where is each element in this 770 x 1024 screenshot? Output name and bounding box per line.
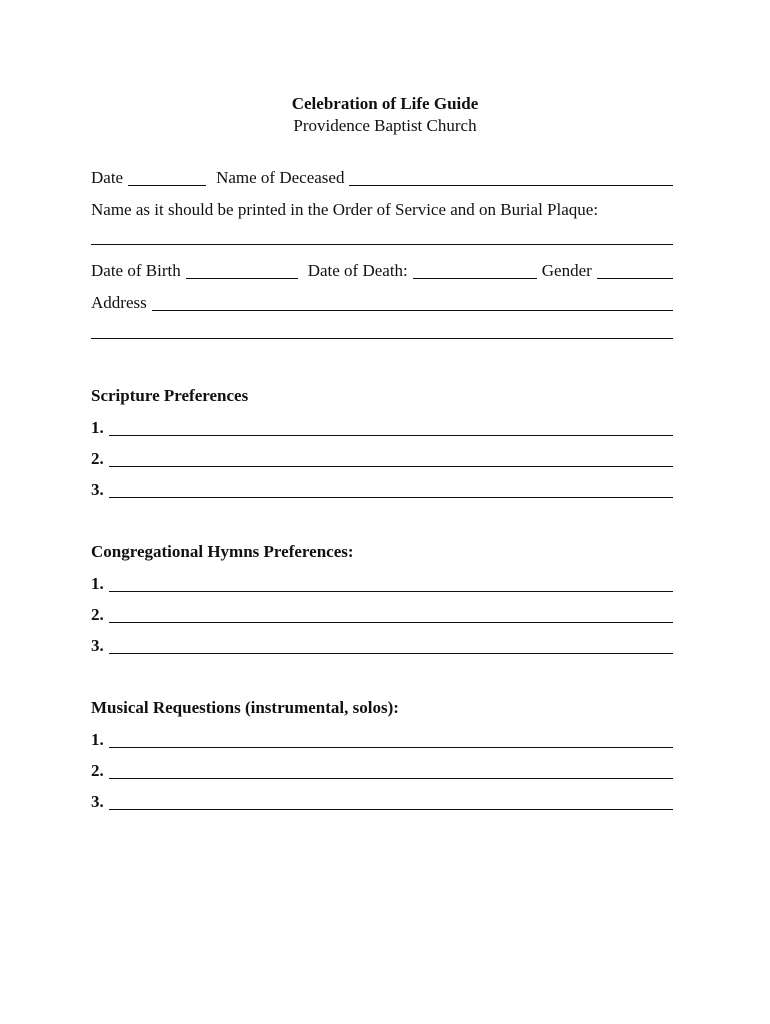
hymns-field-3[interactable] (109, 639, 673, 654)
scripture-item-number: 2. (91, 449, 104, 468)
music-item-1 (91, 730, 673, 750)
scripture-item-1 (91, 418, 673, 438)
scripture-item-number: 3. (91, 480, 104, 499)
date-field[interactable] (128, 171, 206, 186)
hymns-item-1 (91, 574, 673, 594)
scripture-field-3[interactable] (109, 483, 673, 498)
address-field-1[interactable] (152, 296, 673, 311)
date-label: Date (91, 168, 124, 187)
hymns-item-3 (91, 636, 673, 656)
music-item-number: 1. (91, 730, 104, 749)
date-of-death-label: Date of Death: (307, 261, 408, 280)
scripture-field-2[interactable] (109, 452, 673, 467)
name-deceased-field[interactable] (349, 171, 673, 186)
music-item-number: 3. (91, 792, 104, 811)
gender-field[interactable] (597, 264, 673, 279)
hymns-item-2 (91, 605, 673, 625)
name-deceased-label: Name of Deceased (216, 168, 345, 187)
hymns-item-number: 3. (91, 636, 104, 655)
scripture-item-3 (91, 480, 673, 500)
address-row (91, 293, 673, 313)
address-field-2[interactable] (91, 324, 673, 339)
hymns-field-2[interactable] (109, 608, 673, 623)
printed-name-row (91, 200, 673, 220)
printed-name-label: Name as it should be printed in the Order of Service and on Burial Plaque: (91, 200, 599, 219)
date-name-row (91, 168, 673, 188)
page-title: Celebration of Life Guide (291, 94, 479, 113)
scripture-field-1[interactable] (109, 421, 673, 436)
hymns-item-number: 2. (91, 605, 104, 624)
date-of-death-field[interactable] (413, 264, 537, 279)
music-field-3[interactable] (109, 795, 673, 810)
page-subtitle: Providence Baptist Church (293, 116, 477, 135)
hymns-heading: Congregational Hymns Preferences: (91, 542, 354, 561)
printed-name-field[interactable] (91, 230, 673, 245)
music-field-2[interactable] (109, 764, 673, 779)
music-heading: Musical Requestions (instrumental, solos): (91, 698, 399, 717)
printed-name-line (91, 230, 673, 247)
scripture-item-number: 1. (91, 418, 104, 437)
dates-gender-row (91, 261, 673, 281)
date-of-birth-label: Date of Birth (91, 261, 181, 280)
scripture-heading: Scripture Preferences (91, 386, 249, 405)
scripture-item-2 (91, 449, 673, 469)
hymns-item-number: 1. (91, 574, 104, 593)
address-line-2 (91, 324, 673, 341)
address-label: Address (91, 293, 147, 312)
gender-label: Gender (541, 261, 592, 280)
date-of-birth-field[interactable] (186, 264, 298, 279)
music-item-3 (91, 792, 673, 812)
music-item-number: 2. (91, 761, 104, 780)
music-field-1[interactable] (109, 733, 673, 748)
music-item-2 (91, 761, 673, 781)
hymns-field-1[interactable] (109, 577, 673, 592)
